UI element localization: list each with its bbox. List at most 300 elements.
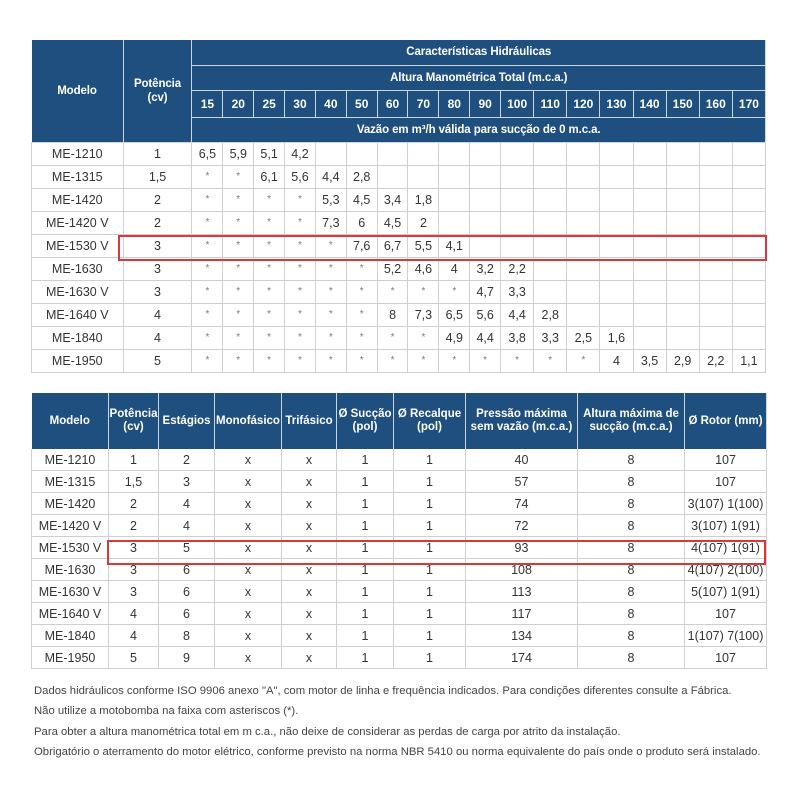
cell-vazao <box>501 165 534 188</box>
altura-col-header: 30 <box>285 90 316 117</box>
cell-rotor: 3(107) 1(91) <box>685 515 767 537</box>
cell-tri: x <box>282 471 337 493</box>
altura-col-header: 60 <box>377 90 408 117</box>
cell-altura: 8 <box>578 581 685 603</box>
cell-modelo: ME-1640 V <box>32 603 109 625</box>
table-row <box>32 165 766 188</box>
cell-potencia: 3 <box>123 257 192 280</box>
cell-vazao <box>600 142 633 165</box>
hydraulic-characteristics-table <box>31 40 766 373</box>
cell-modelo: ME-1840 <box>32 326 124 349</box>
cell-estagios: 9 <box>159 647 215 669</box>
cell-vazao: 6,5 <box>192 142 223 165</box>
spec-col-header: Potência (cv) <box>109 393 159 449</box>
cell-tri: x <box>282 559 337 581</box>
cell-modelo: ME-1950 <box>32 349 124 372</box>
cell-altura: 8 <box>578 603 685 625</box>
cell-vazao: 2,8 <box>346 165 377 188</box>
spec-col-header: Ø Recalque (pol) <box>394 393 466 449</box>
cell-succao: 1 <box>337 647 394 669</box>
cell-vazao: 2,2 <box>501 257 534 280</box>
cell-vazao: * <box>192 257 223 280</box>
cell-vazao: 5,6 <box>285 165 316 188</box>
cell-succao: 1 <box>337 449 394 471</box>
cell-modelo: ME-1420 <box>32 188 124 211</box>
cell-vazao: 4,4 <box>501 303 534 326</box>
table-row <box>32 449 767 471</box>
table-row <box>32 142 766 165</box>
cell-vazao: 5,1 <box>254 142 285 165</box>
cell-vazao: * <box>192 280 223 303</box>
cell-vazao: 5,9 <box>223 142 254 165</box>
cell-pressao: 93 <box>466 537 578 559</box>
cell-mono: x <box>215 515 282 537</box>
cell-vazao <box>534 142 567 165</box>
cell-vazao: 7,6 <box>346 234 377 257</box>
cell-altura: 8 <box>578 559 685 581</box>
cell-vazao: * <box>285 326 316 349</box>
cell-vazao: 3,3 <box>501 280 534 303</box>
cell-vazao <box>408 165 439 188</box>
cell-vazao: * <box>439 280 470 303</box>
cell-recalque: 1 <box>394 559 466 581</box>
cell-mono: x <box>215 603 282 625</box>
cell-vazao: * <box>315 280 346 303</box>
spec-col-header: Pressão máxima sem vazão (m.c.a.) <box>466 393 578 449</box>
cell-vazao <box>699 188 732 211</box>
cell-vazao: 4,2 <box>285 142 316 165</box>
footnote-line: Obrigatório o aterramento do motor elétrico, conforme previsto na norma NBR 5410 ou norma equivalente do país onde o produto será instalado. <box>34 746 761 759</box>
cell-vazao: 1,6 <box>600 326 633 349</box>
cell-vazao: * <box>254 349 285 372</box>
cell-vazao <box>633 142 666 165</box>
cell-succao: 1 <box>337 537 394 559</box>
cell-vazao <box>600 280 633 303</box>
cell-tri: x <box>282 515 337 537</box>
cell-altura: 8 <box>578 471 685 493</box>
cell-vazao <box>732 188 765 211</box>
cell-vazao: * <box>223 349 254 372</box>
footnotes <box>34 681 774 763</box>
cell-vazao <box>633 326 666 349</box>
cell-vazao <box>699 326 732 349</box>
cell-pressao: 134 <box>466 625 578 647</box>
cell-mono: x <box>215 559 282 581</box>
altura-col-header: 80 <box>439 90 470 117</box>
cell-vazao: * <box>285 257 316 280</box>
cell-vazao: * <box>254 326 285 349</box>
cell-recalque: 1 <box>394 603 466 625</box>
cell-succao: 1 <box>337 515 394 537</box>
cell-vazao <box>732 326 765 349</box>
cell-recalque: 1 <box>394 493 466 515</box>
cell-vazao <box>666 188 699 211</box>
altura-col-header: 25 <box>254 90 285 117</box>
cell-vazao: * <box>192 188 223 211</box>
altura-col-header: 110 <box>534 90 567 117</box>
cell-rotor: 107 <box>685 471 767 493</box>
cell-vazao: * <box>285 349 316 372</box>
cell-rotor: 4(107) 2(100) <box>685 559 767 581</box>
cell-vazao: * <box>315 349 346 372</box>
cell-vazao: * <box>192 349 223 372</box>
cell-potencia: 2 <box>109 493 159 515</box>
cell-recalque: 1 <box>394 515 466 537</box>
cell-vazao <box>633 165 666 188</box>
cell-estagios: 5 <box>159 537 215 559</box>
cell-succao: 1 <box>337 581 394 603</box>
cell-vazao <box>600 211 633 234</box>
cell-vazao <box>699 142 732 165</box>
cell-potencia: 2 <box>109 515 159 537</box>
header-vazao: Vazão em m³/h válida para sucção de 0 m.c.a. <box>192 117 766 142</box>
cell-vazao: 6,7 <box>377 234 408 257</box>
cell-vazao: * <box>377 280 408 303</box>
cell-vazao: * <box>223 188 254 211</box>
footnote-line: Para obter a altura manométrica total em m c.a., não deixe de considerar as perdas de carga por atrito da instalação. <box>34 725 621 738</box>
spec-col-header: Altura máxima de sucção (m.c.a.) <box>578 393 685 449</box>
cell-vazao <box>567 303 600 326</box>
cell-vazao: * <box>346 303 377 326</box>
cell-vazao <box>567 142 600 165</box>
header-caracteristicas: Características Hidráulicas <box>192 40 766 65</box>
cell-modelo: ME-1420 <box>32 493 109 515</box>
cell-vazao <box>600 188 633 211</box>
cell-vazao: 5,2 <box>377 257 408 280</box>
cell-vazao: * <box>254 211 285 234</box>
cell-vazao: 3,3 <box>534 326 567 349</box>
cell-succao: 1 <box>337 603 394 625</box>
footnote-line: Não utilize a motobomba na faixa com asteriscos (*). <box>34 705 299 718</box>
table-row <box>32 326 766 349</box>
cell-vazao <box>666 326 699 349</box>
cell-vazao: 4,4 <box>470 326 501 349</box>
cell-vazao <box>501 211 534 234</box>
cell-vazao: * <box>285 280 316 303</box>
altura-col-header: 120 <box>567 90 600 117</box>
table-row <box>32 493 767 515</box>
cell-vazao: * <box>223 234 254 257</box>
pump-specifications-table <box>31 393 767 669</box>
cell-vazao: * <box>192 165 223 188</box>
cell-tri: x <box>282 647 337 669</box>
altura-col-header: 130 <box>600 90 633 117</box>
table-row <box>32 303 766 326</box>
cell-recalque: 1 <box>394 449 466 471</box>
cell-vazao: 2,2 <box>699 349 732 372</box>
cell-mono: x <box>215 537 282 559</box>
spec-col-header: Estágios <box>159 393 215 449</box>
cell-potencia: 3 <box>109 537 159 559</box>
table-row <box>32 471 767 493</box>
cell-vazao <box>439 165 470 188</box>
cell-tri: x <box>282 581 337 603</box>
cell-potencia: 3 <box>109 581 159 603</box>
cell-vazao: 3,5 <box>633 349 666 372</box>
cell-mono: x <box>215 581 282 603</box>
cell-vazao: 7,3 <box>408 303 439 326</box>
cell-pressao: 40 <box>466 449 578 471</box>
cell-potencia: 2 <box>123 211 192 234</box>
cell-recalque: 1 <box>394 581 466 603</box>
cell-estagios: 8 <box>159 625 215 647</box>
cell-modelo: ME-1950 <box>32 647 109 669</box>
cell-vazao <box>600 165 633 188</box>
cell-potencia: 4 <box>123 303 192 326</box>
spec-col-header: Ø Rotor (mm) <box>685 393 767 449</box>
cell-vazao: 4 <box>600 349 633 372</box>
cell-vazao <box>633 188 666 211</box>
cell-tri: x <box>282 537 337 559</box>
cell-vazao <box>699 280 732 303</box>
cell-vazao <box>633 211 666 234</box>
cell-recalque: 1 <box>394 537 466 559</box>
cell-vazao: 6,5 <box>439 303 470 326</box>
cell-vazao <box>315 142 346 165</box>
cell-vazao <box>534 165 567 188</box>
cell-mono: x <box>215 625 282 647</box>
cell-vazao: * <box>192 303 223 326</box>
cell-vazao: * <box>223 326 254 349</box>
cell-vazao: * <box>346 326 377 349</box>
cell-vazao: * <box>408 326 439 349</box>
cell-vazao <box>732 142 765 165</box>
cell-vazao <box>439 188 470 211</box>
cell-vazao: * <box>285 234 316 257</box>
cell-vazao <box>567 188 600 211</box>
cell-vazao: * <box>439 349 470 372</box>
altura-col-header: 150 <box>666 90 699 117</box>
cell-vazao: 3,8 <box>501 326 534 349</box>
cell-rotor: 107 <box>685 647 767 669</box>
cell-vazao: * <box>346 349 377 372</box>
cell-vazao: * <box>254 257 285 280</box>
cell-vazao <box>567 165 600 188</box>
cell-mono: x <box>215 449 282 471</box>
cell-potencia: 4 <box>109 625 159 647</box>
cell-estagios: 4 <box>159 493 215 515</box>
cell-tri: x <box>282 625 337 647</box>
cell-vazao <box>470 211 501 234</box>
cell-vazao: * <box>315 234 346 257</box>
cell-potencia: 3 <box>123 234 192 257</box>
cell-vazao: 6,1 <box>254 165 285 188</box>
cell-estagios: 3 <box>159 471 215 493</box>
cell-modelo: ME-1530 V <box>32 537 109 559</box>
cell-vazao <box>501 142 534 165</box>
cell-vazao <box>377 142 408 165</box>
cell-potencia: 4 <box>109 603 159 625</box>
cell-potencia: 1 <box>123 142 192 165</box>
cell-rotor: 3(107) 1(100) <box>685 493 767 515</box>
cell-vazao <box>470 188 501 211</box>
cell-potencia: 1 <box>109 449 159 471</box>
cell-vazao: * <box>223 280 254 303</box>
cell-vazao: 4,5 <box>346 188 377 211</box>
cell-vazao <box>346 142 377 165</box>
cell-modelo: ME-1420 V <box>32 515 109 537</box>
cell-vazao: 4,4 <box>315 165 346 188</box>
cell-vazao <box>567 280 600 303</box>
cell-potencia: 5 <box>109 647 159 669</box>
cell-vazao <box>439 211 470 234</box>
cell-vazao <box>699 211 732 234</box>
cell-mono: x <box>215 493 282 515</box>
cell-vazao: 4,5 <box>377 211 408 234</box>
cell-vazao <box>666 142 699 165</box>
cell-vazao: * <box>223 257 254 280</box>
spec-col-header: Modelo <box>32 393 109 449</box>
cell-vazao: * <box>254 188 285 211</box>
cell-recalque: 1 <box>394 647 466 669</box>
cell-vazao <box>470 165 501 188</box>
altura-col-header: 40 <box>315 90 346 117</box>
cell-pressao: 57 <box>466 471 578 493</box>
altura-col-header: 90 <box>470 90 501 117</box>
cell-potencia: 2 <box>123 188 192 211</box>
table-row <box>32 647 767 669</box>
cell-altura: 8 <box>578 449 685 471</box>
cell-vazao <box>377 165 408 188</box>
table-row <box>32 349 766 372</box>
cell-vazao: * <box>223 165 254 188</box>
cell-modelo: ME-1640 V <box>32 303 124 326</box>
highlight-row-me1530v-table2 <box>107 540 766 565</box>
cell-vazao: 4 <box>439 257 470 280</box>
altura-col-header: 100 <box>501 90 534 117</box>
cell-vazao: * <box>501 349 534 372</box>
cell-vazao: 7,3 <box>315 211 346 234</box>
altura-col-header: 20 <box>223 90 254 117</box>
altura-col-header: 50 <box>346 90 377 117</box>
table-row <box>32 515 767 537</box>
cell-pressao: 117 <box>466 603 578 625</box>
cell-vazao: * <box>567 349 600 372</box>
cell-vazao: 5,5 <box>408 234 439 257</box>
cell-vazao: * <box>285 211 316 234</box>
table-row <box>32 603 767 625</box>
cell-vazao: * <box>192 326 223 349</box>
altura-col-header: 15 <box>192 90 223 117</box>
cell-vazao <box>666 280 699 303</box>
cell-vazao: 4,9 <box>439 326 470 349</box>
cell-estagios: 6 <box>159 603 215 625</box>
cell-potencia: 4 <box>123 326 192 349</box>
cell-vazao <box>633 280 666 303</box>
cell-modelo: ME-1420 V <box>32 211 124 234</box>
cell-modelo: ME-1530 V <box>32 234 124 257</box>
cell-rotor: 107 <box>685 449 767 471</box>
cell-vazao <box>732 280 765 303</box>
cell-potencia: 3 <box>123 280 192 303</box>
highlight-row-me1530v-table1 <box>118 235 767 261</box>
cell-vazao: 1,8 <box>408 188 439 211</box>
cell-succao: 1 <box>337 493 394 515</box>
cell-tri: x <box>282 493 337 515</box>
cell-mono: x <box>215 647 282 669</box>
cell-altura: 8 <box>578 515 685 537</box>
cell-vazao: * <box>377 349 408 372</box>
cell-vazao <box>567 211 600 234</box>
cell-vazao: * <box>534 349 567 372</box>
cell-estagios: 6 <box>159 581 215 603</box>
cell-vazao: 2,8 <box>534 303 567 326</box>
cell-vazao: 3,2 <box>470 257 501 280</box>
cell-pressao: 74 <box>466 493 578 515</box>
cell-vazao <box>699 165 732 188</box>
cell-altura: 8 <box>578 625 685 647</box>
cell-vazao: * <box>377 326 408 349</box>
cell-recalque: 1 <box>394 625 466 647</box>
cell-vazao <box>633 303 666 326</box>
cell-vazao <box>408 142 439 165</box>
cell-vazao: * <box>285 303 316 326</box>
cell-vazao <box>534 280 567 303</box>
cell-altura: 8 <box>578 493 685 515</box>
table-row <box>32 188 766 211</box>
cell-vazao: * <box>408 349 439 372</box>
cell-tri: x <box>282 603 337 625</box>
cell-vazao: * <box>254 280 285 303</box>
cell-vazao: 5,3 <box>315 188 346 211</box>
table-row <box>32 211 766 234</box>
cell-vazao: * <box>408 280 439 303</box>
header-altura-manometrica: Altura Manométrica Total (m.c.a.) <box>192 65 766 90</box>
cell-vazao: 2 <box>408 211 439 234</box>
cell-modelo: ME-1630 <box>32 257 124 280</box>
cell-potencia: 3 <box>109 559 159 581</box>
spec-col-header: Ø Sucção (pol) <box>337 393 394 449</box>
cell-potencia: 1,5 <box>109 471 159 493</box>
altura-col-header: 70 <box>408 90 439 117</box>
cell-modelo: ME-1315 <box>32 471 109 493</box>
spec-col-header: Monofásico <box>215 393 282 449</box>
cell-vazao <box>699 303 732 326</box>
cell-vazao: * <box>315 303 346 326</box>
cell-vazao: * <box>346 257 377 280</box>
cell-vazao <box>501 188 534 211</box>
cell-vazao <box>666 211 699 234</box>
cell-vazao <box>666 165 699 188</box>
cell-altura: 8 <box>578 647 685 669</box>
cell-potencia: 5 <box>123 349 192 372</box>
header-modelo: Modelo <box>32 40 124 142</box>
cell-vazao <box>732 165 765 188</box>
cell-rotor: 4(107) 1(91) <box>685 537 767 559</box>
cell-succao: 1 <box>337 559 394 581</box>
header-potencia: Potência (cv) <box>123 40 192 142</box>
altura-col-header: 170 <box>732 90 765 117</box>
cell-vazao <box>439 142 470 165</box>
cell-rotor: 5(107) 1(91) <box>685 581 767 603</box>
cell-pressao: 108 <box>466 559 578 581</box>
cell-estagios: 2 <box>159 449 215 471</box>
table-row <box>32 280 766 303</box>
table-row <box>32 625 767 647</box>
cell-vazao <box>470 142 501 165</box>
cell-estagios: 6 <box>159 559 215 581</box>
cell-modelo: ME-1630 V <box>32 280 124 303</box>
footnote-line: Dados hidráulicos conforme ISO 9906 anexo "A", com motor de linha e frequência indicados. Para condições diferentes consulte a Fábrica. <box>34 685 732 697</box>
cell-rotor: 107 <box>685 603 767 625</box>
cell-vazao: * <box>192 234 223 257</box>
cell-vazao: * <box>192 211 223 234</box>
cell-vazao: * <box>254 303 285 326</box>
cell-vazao <box>534 211 567 234</box>
cell-vazao <box>732 211 765 234</box>
cell-tri: x <box>282 449 337 471</box>
cell-vazao: * <box>315 326 346 349</box>
